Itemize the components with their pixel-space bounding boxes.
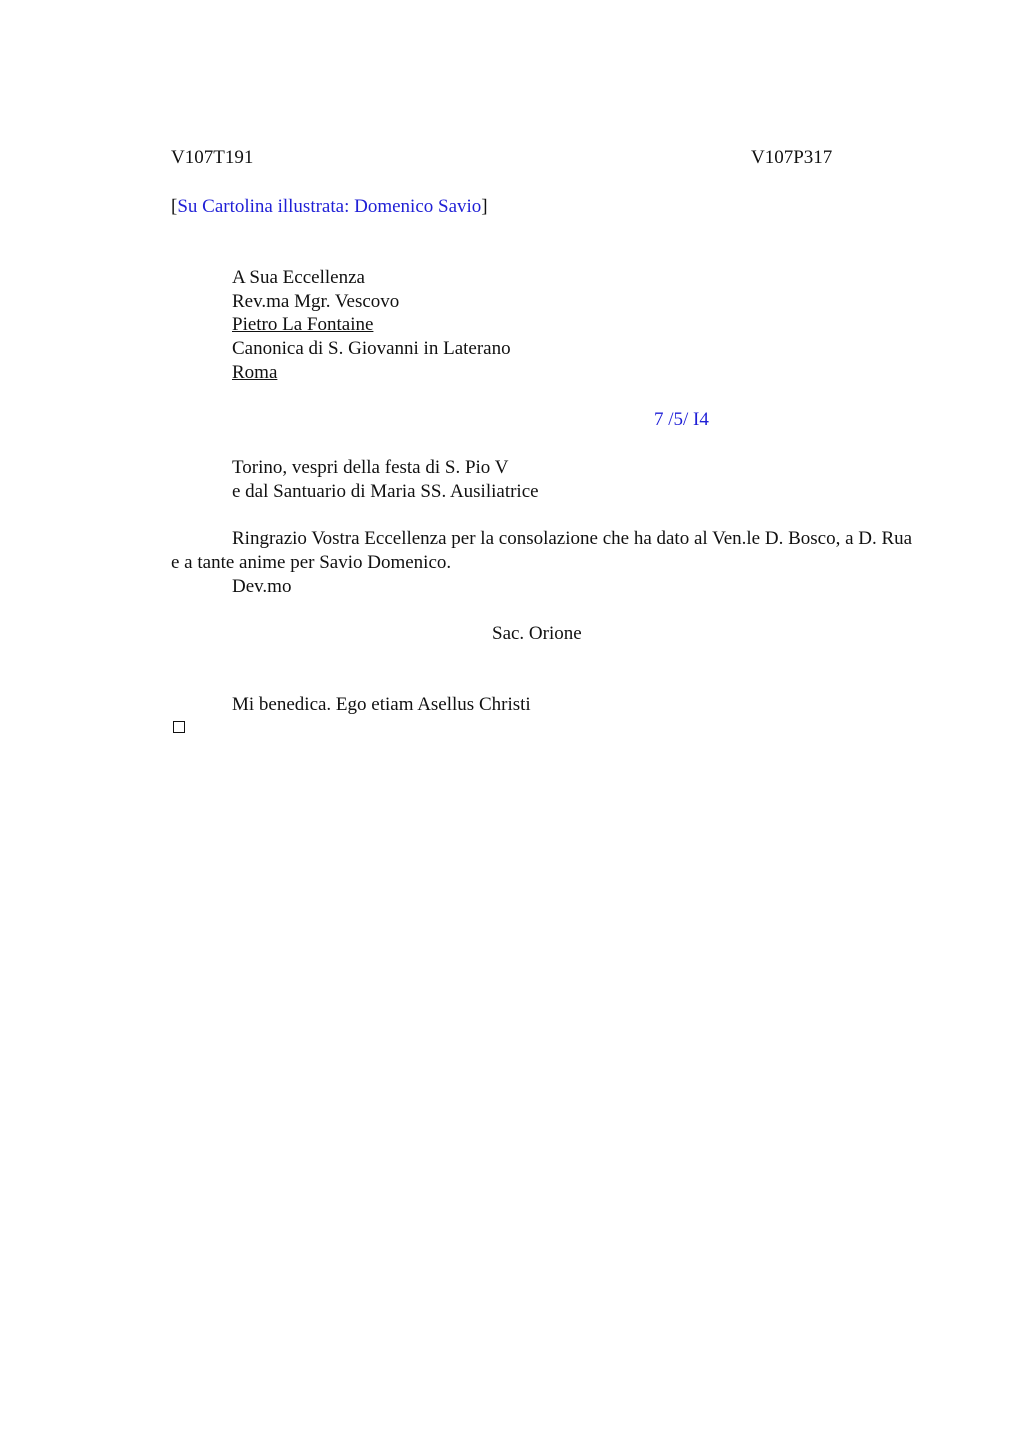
address-line-1: A Sua Eccellenza xyxy=(232,267,365,288)
document-code-right: V107P317 xyxy=(751,147,833,168)
note-text: Su Cartolina illustrata: Domenico Savio xyxy=(177,196,482,217)
document-code-left: V107T191 xyxy=(171,147,254,168)
note-open-bracket: [ xyxy=(171,196,178,217)
place-line-1: Torino, vespri della festa di S. Pio V xyxy=(232,457,509,478)
checkbox-icon xyxy=(173,721,185,733)
note-close-bracket: ] xyxy=(481,196,488,217)
editorial-note xyxy=(171,195,488,219)
closing-line: Dev.mo xyxy=(232,576,292,597)
address-recipient-name: Pietro La Fontaine xyxy=(232,314,374,335)
address-city: Roma xyxy=(232,362,278,383)
postscript: Mi benedica. Ego etiam Asellus Christi xyxy=(232,694,531,715)
body-paragraph: Ringrazio Vostra Eccellenza per la consolazione che ha dato al Ven.le D. Bosco, a D. Rua e a tante anime per Savio Domenico. xyxy=(171,528,913,573)
signature: Sac. Orione xyxy=(492,623,582,644)
date-annotation: 7 /5/ I4 xyxy=(654,409,709,430)
address-line-4: Canonica di S. Giovanni in Laterano xyxy=(232,338,511,359)
place-line-2: e dal Santuario di Maria SS. Ausiliatrice xyxy=(232,481,539,502)
address-line-2: Rev.ma Mgr. Vescovo xyxy=(232,291,400,312)
